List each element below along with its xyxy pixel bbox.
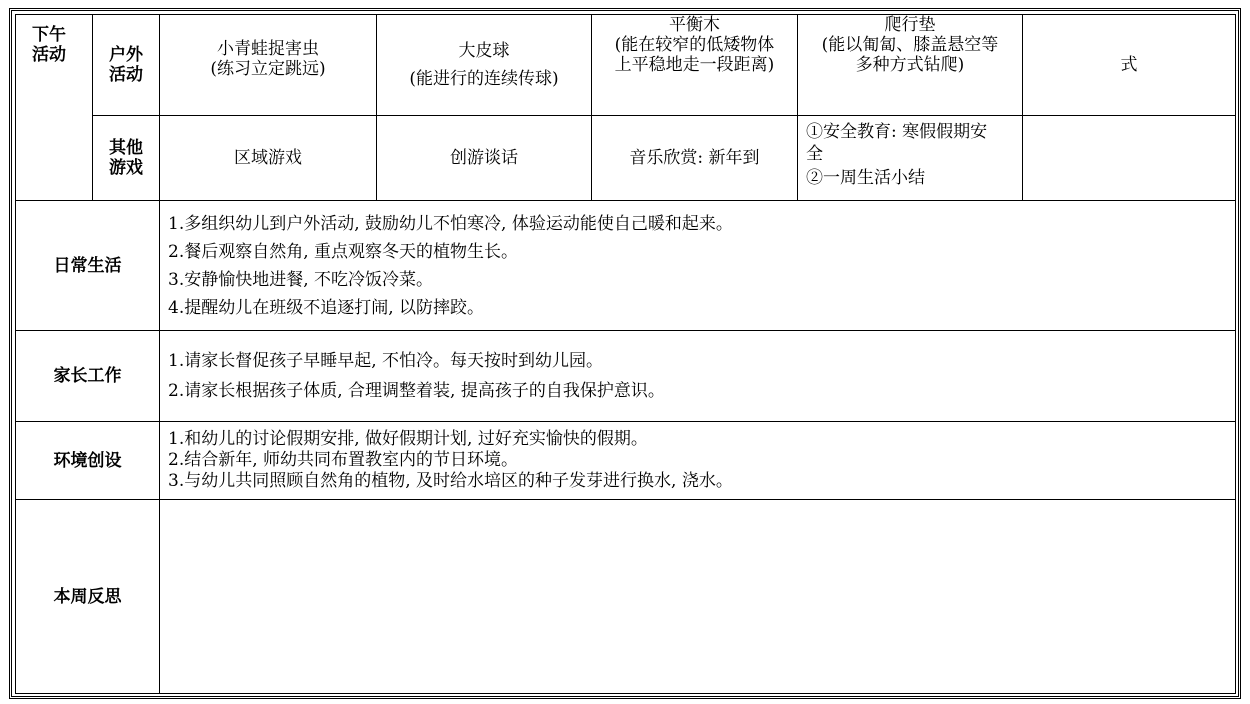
other-label-line2: 游戏 [109,158,143,178]
other-games-header [93,116,160,201]
afternoon-label-line1: 下午 [32,25,66,45]
other-cell-2-line1: 创游谈话 [450,148,518,168]
parent-work-row [16,331,1236,422]
outdoor-cell-4 [798,15,1023,116]
other-cell-4-line1: ①安全教育: 寒假假期安 [806,122,988,142]
outdoor-cell-2-line2: (能进行的连续传球) [409,69,559,89]
outdoor-cell-1 [160,15,377,116]
afternoon-label-line2: 活动 [32,45,66,65]
parent-work-line-2: 2.请家长根据孩子体质, 合理调整着装, 提高孩子的自我保护意识。 [168,381,665,401]
other-label-line1: 其他 [109,138,143,158]
outdoor-cell-5-line1: 式 [1120,55,1138,75]
outdoor-activity-header [93,15,160,116]
environment-line-3: 3.与幼儿共同照顾自然角的植物, 及时给水培区的种子发芽进行换水, 浇水。 [168,471,733,491]
afternoon-activity-header [16,15,93,201]
outdoor-cell-1-line1: 小青蛙捉害虫 [217,39,319,59]
other-cell-2 [377,116,592,201]
outdoor-cell-1-line2: (练习立定跳远) [210,59,326,79]
daily-life-line-3: 3.安静愉快地进餐, 不吃冷饭冷菜。 [168,269,434,290]
outdoor-cell-3-line2: (能在较窄的低矮物体 [614,35,775,55]
daily-life-content [160,201,1236,331]
environment-line-1: 1.和幼儿的讨论假期安排, 做好假期计划, 过好充实愉快的假期。 [168,429,648,449]
outdoor-cell-3 [592,15,798,116]
parent-work-header: 家长工作 [16,331,160,422]
outdoor-cell-3-line1: 平衡木 [669,15,720,35]
other-cell-1-line1: 区域游戏 [234,148,302,168]
reflection-row [16,500,1236,694]
outdoor-cell-4-line1: 爬行垫 [884,15,936,35]
parent-work-line-1: 1.请家长督促孩子早睡早起, 不怕冷。每天按时到幼儿园。 [168,351,604,371]
parent-work-content [160,331,1236,422]
outdoor-label-line1: 户外 [109,45,143,65]
other-cell-3 [592,116,798,201]
daily-life-row [16,201,1236,331]
outdoor-label-line2: 活动 [109,65,143,85]
environment-content [160,422,1236,500]
environment-row [16,422,1236,500]
other-cell-5 [1023,116,1236,201]
other-cell-4-line3: ②一周生活小结 [806,168,925,188]
other-games-row [16,116,1236,201]
reflection-content[interactable] [160,500,1236,694]
outdoor-cell-2-line1: 大皮球 [458,41,510,61]
outdoor-cell-4-line3: 多种方式钻爬) [855,55,965,75]
outdoor-cell-4-line2: (能以匍匐、膝盖悬空等 [821,35,999,55]
outdoor-cell-5 [1023,15,1236,116]
outdoor-cell-2 [377,15,592,116]
other-cell-3-line1: 音乐欣赏: 新年到 [629,148,760,168]
environment-header: 环境创设 [16,422,160,500]
reflection-header: 本周反思 [16,500,160,694]
daily-life-line-4: 4.提醒幼儿在班级不追逐打闹, 以防摔跤。 [168,297,485,318]
outdoor-activity-row [16,15,1236,116]
weekly-plan-table [15,14,1236,694]
daily-life-header: 日常生活 [16,201,160,331]
other-cell-4 [798,116,1023,201]
environment-line-2: 2.结合新年, 师幼共同布置教室内的节日环境。 [168,450,519,470]
daily-life-line-2: 2.餐后观察自然角, 重点观察冬天的植物生长。 [168,241,519,262]
daily-life-line-1: 1.多组织幼儿到户外活动, 鼓励幼儿不怕寒冷, 体验运动能使自己暖和起来。 [168,213,733,234]
other-cell-1 [160,116,377,201]
other-cell-4-line2: 全 [806,144,823,164]
outdoor-cell-3-line3: 上平稳地走一段距离) [614,55,775,75]
